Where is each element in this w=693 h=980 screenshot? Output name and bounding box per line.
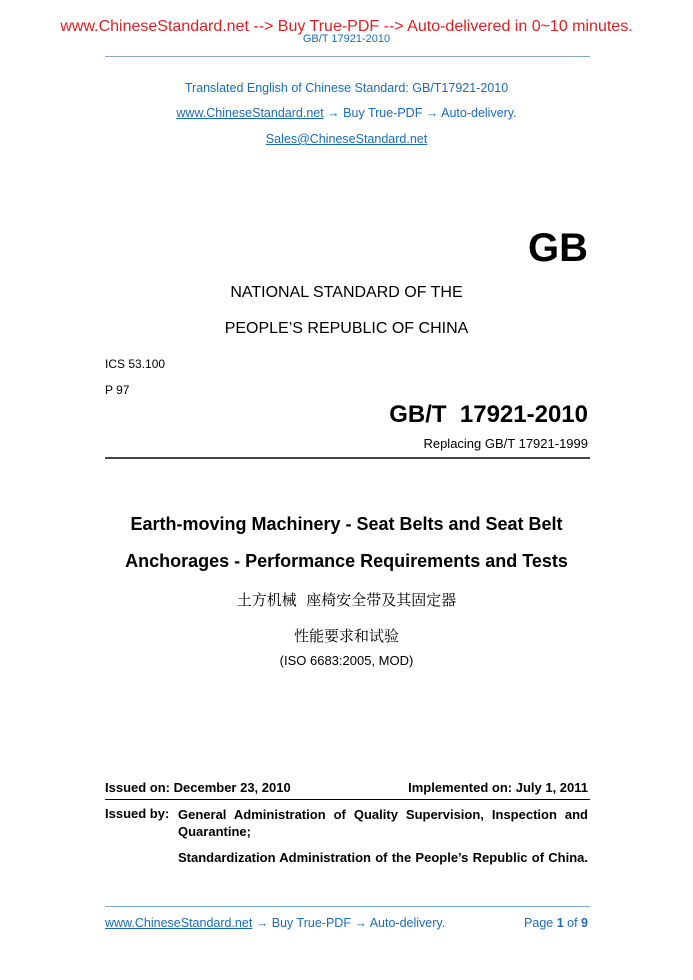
header-standard-code: GB/T 17921-2010 bbox=[302, 33, 391, 45]
issued-by-authority-2: Standardization Administration of the People’s Republic of China. bbox=[178, 850, 588, 865]
chinese-title-line1: 土方机械 座椅安全带及其固定器 bbox=[236, 591, 457, 609]
ics-code: ICS 53.100 bbox=[105, 357, 166, 371]
header-divider bbox=[105, 56, 590, 57]
of-label: of bbox=[563, 916, 582, 930]
email-line bbox=[0, 132, 693, 146]
page-number: 1 bbox=[556, 916, 564, 930]
title-line1: Earth-moving Machinery - Seat Belts and Seat Belt bbox=[130, 514, 563, 534]
standard-number: GB/T 17921-2010 bbox=[389, 401, 588, 428]
page-label: Page bbox=[524, 916, 557, 930]
arrow-icon: → bbox=[422, 106, 442, 120]
buy-pdf-text: Buy True-PDF bbox=[343, 106, 423, 120]
footer-site-link[interactable]: www.ChineseStandard.net bbox=[105, 916, 253, 930]
issued-by-label: Issued by: bbox=[105, 806, 170, 821]
arrow-icon: → bbox=[323, 106, 344, 120]
arrow-icon: → bbox=[252, 916, 272, 930]
top-banner[interactable]: www.ChineseStandard.net --> Buy True-PDF --> Auto-delivered in 0~10 minutes. bbox=[60, 18, 633, 35]
issued-by-authority-1: General Administration of Quality Supervision, Inspection and Quarantine; bbox=[178, 807, 588, 839]
translated-notice: Translated English of Chinese Standard: GB/T17921-2010 bbox=[184, 81, 509, 95]
dates-divider bbox=[105, 799, 590, 800]
p-code: P 97 bbox=[105, 383, 130, 397]
arrow-icon: → bbox=[350, 916, 370, 930]
footer-purchase-line bbox=[105, 916, 445, 930]
site-link[interactable]: www.ChineseStandard.net bbox=[176, 106, 324, 120]
chinese-title-line2: 性能要求和试验 bbox=[293, 627, 399, 645]
gb-mark: GB bbox=[528, 226, 588, 270]
page-indicator bbox=[524, 916, 588, 930]
national-standard-line2: PEOPLE’S REPUBLIC OF CHINA bbox=[224, 320, 469, 337]
iso-reference: (ISO 6683:2005, MOD) bbox=[279, 653, 414, 668]
purchase-line bbox=[0, 106, 693, 120]
implemented-on: Implemented on: July 1, 2011 bbox=[408, 780, 588, 795]
email-link[interactable]: Sales@ChineseStandard.net bbox=[265, 132, 428, 146]
footer-auto-text: Auto-delivery. bbox=[369, 916, 446, 930]
page-total: 9 bbox=[581, 916, 588, 930]
national-standard-line1: NATIONAL STANDARD OF THE bbox=[230, 284, 463, 301]
replacing-note: Replacing GB/T 17921-1999 bbox=[423, 436, 588, 451]
issued-on: Issued on: December 23, 2010 bbox=[105, 780, 291, 795]
main-divider bbox=[105, 457, 590, 459]
auto-delivery-text: Auto-delivery. bbox=[441, 106, 517, 120]
footer-divider bbox=[105, 906, 590, 907]
title-line2: Anchorages - Performance Requirements and Tests bbox=[125, 551, 568, 571]
footer-buy-text: Buy True-PDF bbox=[271, 916, 351, 930]
